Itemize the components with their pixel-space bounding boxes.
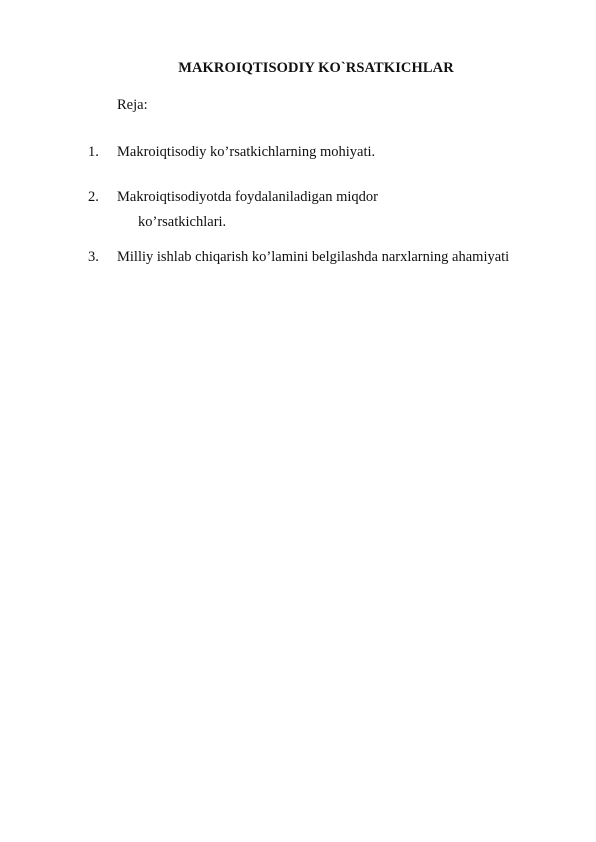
document-title: MAKROIQTISODIY KO`RSATKICHLAR (178, 60, 454, 76)
list-item-number: 2. (88, 189, 99, 205)
list-item-text: Makroiqtisodiyotda foydalaniladigan miqdor (117, 189, 378, 205)
list-item-text: Makroiqtisodiy ko’rsatkichlarning mohiyati. (117, 144, 376, 160)
list-item-text: Milliy ishlab chiqarish ko’lamini belgilashda narxlarning ahamiyati (117, 249, 510, 265)
plan-label: Reja: (117, 97, 148, 113)
list-item-number: 1. (88, 144, 99, 160)
list-item-continuation: ko’rsatkichlari. (138, 214, 227, 230)
list-item-number: 3. (88, 249, 99, 265)
